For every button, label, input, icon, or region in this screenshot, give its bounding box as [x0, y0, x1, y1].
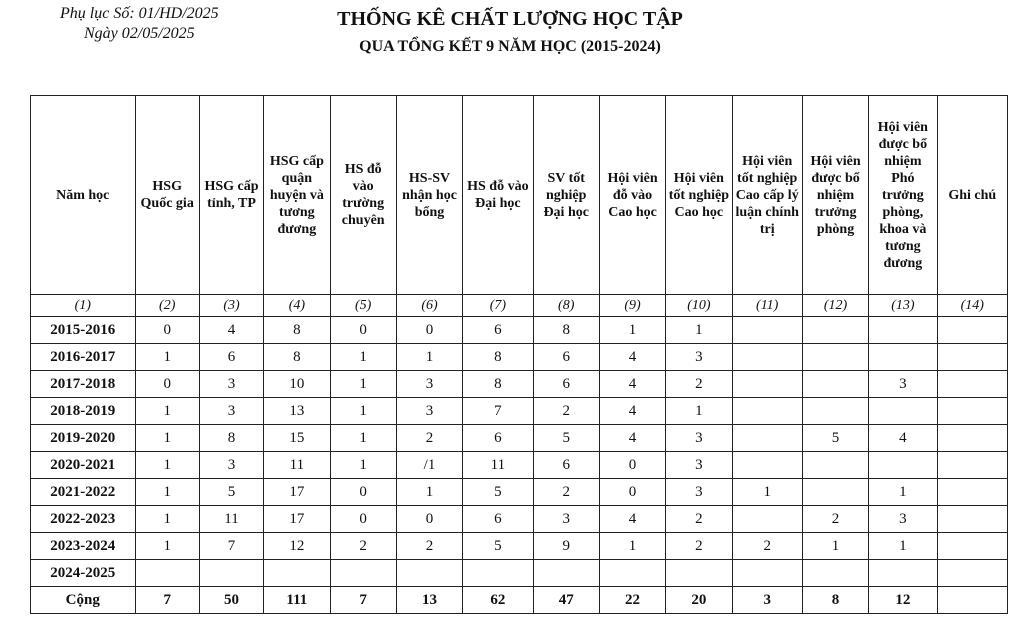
column-number: (6)	[396, 295, 462, 317]
document-subtitle: QUA TỔNG KẾT 9 NĂM HỌC (2015-2024)	[359, 38, 661, 55]
column-number: (12)	[802, 295, 868, 317]
appendix-info	[60, 4, 219, 44]
table-cell: 6	[463, 506, 533, 533]
table-cell	[937, 398, 1007, 425]
table-cell	[732, 371, 802, 398]
table-cell	[732, 398, 802, 425]
header-cell: Hội viên đỗ vào Cao học	[599, 96, 665, 295]
header-cell: Hội viên tốt nghiệp Cao cấp lý luận chính trị	[732, 96, 802, 295]
year-cell: 2020-2021	[31, 452, 136, 479]
column-number: (3)	[199, 295, 263, 317]
table-cell	[330, 560, 396, 587]
table-cell	[802, 371, 868, 398]
table-cell: 3	[199, 371, 263, 398]
table-cell: 5	[463, 479, 533, 506]
table-cell: 0	[330, 479, 396, 506]
header-cell: Ghi chú	[937, 96, 1007, 295]
header-cell: HS đỗ vào Đại học	[463, 96, 533, 295]
table-cell	[732, 317, 802, 344]
table-cell: 3	[666, 452, 732, 479]
table-cell	[732, 506, 802, 533]
header-cell: HS-SV nhận học bổng	[396, 96, 462, 295]
table-cell	[937, 560, 1007, 587]
table-cell: 8	[463, 344, 533, 371]
table-cell	[869, 452, 937, 479]
table-cell: 2	[666, 533, 732, 560]
header-cell: HSG cấp quận huyện và tương đương	[264, 96, 330, 295]
table-cell: 6	[463, 425, 533, 452]
table-cell: 3	[533, 506, 599, 533]
table-cell	[396, 560, 462, 587]
table-cell: 0	[330, 506, 396, 533]
column-number: (8)	[533, 295, 599, 317]
table-cell: 1	[869, 533, 937, 560]
table-cell: 1	[135, 344, 199, 371]
year-cell: 2017-2018	[31, 371, 136, 398]
table-cell: 4	[599, 344, 665, 371]
total-cell: 12	[869, 587, 937, 614]
table-cell: 2	[666, 371, 732, 398]
header-cell: Hội viên được bổ nhiệm trưởng phòng	[802, 96, 868, 295]
header-cell: HS đỗ vào trường chuyên	[330, 96, 396, 295]
table-cell: 1	[330, 425, 396, 452]
total-cell: 111	[264, 587, 330, 614]
table-row	[31, 371, 1008, 398]
table-row	[31, 425, 1008, 452]
table-cell: 3	[666, 425, 732, 452]
table-cell: 15	[264, 425, 330, 452]
table-cell: 4	[869, 425, 937, 452]
total-cell: 13	[396, 587, 462, 614]
table-cell: 4	[599, 506, 665, 533]
table-cell: 1	[396, 479, 462, 506]
table-cell	[937, 344, 1007, 371]
table-cell: 3	[869, 371, 937, 398]
total-cell: 3	[732, 587, 802, 614]
table-cell	[666, 560, 732, 587]
table-cell	[802, 344, 868, 371]
table-cell: 4	[599, 371, 665, 398]
table-cell	[937, 425, 1007, 452]
table-cell: 0	[135, 317, 199, 344]
column-number-row	[31, 295, 1008, 317]
table-cell: 5	[199, 479, 263, 506]
appendix-number: Phụ lục Số: 01/HD/2025	[60, 5, 219, 22]
table-cell: 1	[135, 506, 199, 533]
table-cell: 1	[869, 479, 937, 506]
header-row	[31, 96, 1008, 295]
table-cell: 8	[199, 425, 263, 452]
table-cell: 4	[599, 398, 665, 425]
table-cell: 3	[199, 398, 263, 425]
table-cell: 9	[533, 533, 599, 560]
table-cell: 5	[463, 533, 533, 560]
header-cell: Năm học	[31, 96, 136, 295]
table-cell: 2	[533, 479, 599, 506]
table-cell	[937, 371, 1007, 398]
table-cell	[463, 560, 533, 587]
column-number: (4)	[264, 295, 330, 317]
table-cell: 6	[533, 371, 599, 398]
table-cell	[732, 452, 802, 479]
table-cell: 5	[533, 425, 599, 452]
table-cell	[937, 452, 1007, 479]
header-cell: HSG cấp tỉnh, TP	[199, 96, 263, 295]
year-cell: 2019-2020	[31, 425, 136, 452]
table-cell	[869, 317, 937, 344]
table-row	[31, 533, 1008, 560]
total-cell: 7	[135, 587, 199, 614]
table-cell: 2	[396, 425, 462, 452]
year-cell: 2022-2023	[31, 506, 136, 533]
table-cell: 7	[199, 533, 263, 560]
table-cell: 1	[330, 371, 396, 398]
table-cell: 2	[732, 533, 802, 560]
table-cell: 6	[199, 344, 263, 371]
table-cell: 12	[264, 533, 330, 560]
table-cell: 1	[135, 479, 199, 506]
table-cell	[937, 479, 1007, 506]
table-row	[31, 506, 1008, 533]
document-title: THỐNG KÊ CHẤT LƯỢNG HỌC TẬP	[337, 8, 683, 30]
header-cell: SV tốt nghiệp Đại học	[533, 96, 599, 295]
table-cell	[533, 560, 599, 587]
table-cell	[732, 344, 802, 371]
table-cell: 1	[135, 425, 199, 452]
table-cell: 6	[533, 452, 599, 479]
table-cell: 1	[135, 398, 199, 425]
column-number: (2)	[135, 295, 199, 317]
table-cell: 0	[135, 371, 199, 398]
total-row	[31, 587, 1008, 614]
table-cell: 11	[264, 452, 330, 479]
table-cell: 13	[264, 398, 330, 425]
table-cell	[732, 425, 802, 452]
table-cell: 0	[396, 317, 462, 344]
total-cell: 20	[666, 587, 732, 614]
table-cell: 1	[666, 317, 732, 344]
table-cell: 6	[533, 344, 599, 371]
table-cell	[599, 560, 665, 587]
table-cell: 1	[135, 452, 199, 479]
table-cell	[732, 560, 802, 587]
table-cell: 10	[264, 371, 330, 398]
table-cell	[937, 317, 1007, 344]
table-cell: 0	[599, 479, 665, 506]
year-cell: 2023-2024	[31, 533, 136, 560]
statistics-table	[30, 95, 1008, 614]
table-cell: 2	[802, 506, 868, 533]
total-cell: Cộng	[31, 587, 136, 614]
table-row	[31, 479, 1008, 506]
header-cell: Hội viên được bổ nhiệm Phó trưởng phòng, khoa và tương đương	[869, 96, 937, 295]
table-cell	[802, 452, 868, 479]
table-cell	[135, 560, 199, 587]
table-cell	[869, 398, 937, 425]
year-cell: 2018-2019	[31, 398, 136, 425]
total-cell: 8	[802, 587, 868, 614]
table-row	[31, 317, 1008, 344]
table-cell: 17	[264, 479, 330, 506]
table-cell: 0	[330, 317, 396, 344]
table-cell: 1	[599, 317, 665, 344]
total-cell: 62	[463, 587, 533, 614]
table-row	[31, 344, 1008, 371]
table-cell: 1	[599, 533, 665, 560]
column-number: (14)	[937, 295, 1007, 317]
column-number: (13)	[869, 295, 937, 317]
column-number: (7)	[463, 295, 533, 317]
table-cell	[802, 479, 868, 506]
table-cell: 8	[463, 371, 533, 398]
table-cell: 2	[666, 506, 732, 533]
table-row	[31, 452, 1008, 479]
table-cell: 7	[463, 398, 533, 425]
appendix-date: Ngày 02/05/2025	[83, 25, 195, 42]
year-cell: 2016-2017	[31, 344, 136, 371]
year-cell: 2024-2025	[31, 560, 136, 587]
table-cell: 8	[264, 317, 330, 344]
table-cell: 8	[533, 317, 599, 344]
total-cell: 47	[533, 587, 599, 614]
table-cell	[264, 560, 330, 587]
total-cell: 7	[330, 587, 396, 614]
table-cell: 0	[396, 506, 462, 533]
table-cell: 6	[463, 317, 533, 344]
table-cell: 2	[330, 533, 396, 560]
table-cell: 1	[330, 398, 396, 425]
table-cell: 3	[396, 371, 462, 398]
table-cell: 3	[199, 452, 263, 479]
column-number: (11)	[732, 295, 802, 317]
table-cell: 1	[802, 533, 868, 560]
table-cell: 1	[330, 452, 396, 479]
table-cell: 1	[135, 533, 199, 560]
table-body	[31, 317, 1008, 587]
table-cell: 11	[199, 506, 263, 533]
table-cell: 3	[396, 398, 462, 425]
table-row	[31, 398, 1008, 425]
column-number: (1)	[31, 295, 136, 317]
table-cell: 3	[869, 506, 937, 533]
table-cell: 8	[264, 344, 330, 371]
table-cell	[869, 344, 937, 371]
table-cell: 1	[330, 344, 396, 371]
table-cell	[802, 398, 868, 425]
table-cell	[802, 317, 868, 344]
table-cell: 2	[533, 398, 599, 425]
header-cell: Hội viên tốt nghiệp Cao học	[666, 96, 732, 295]
table-cell: 4	[199, 317, 263, 344]
table-cell: 4	[599, 425, 665, 452]
column-number: (5)	[330, 295, 396, 317]
table-cell: 1	[396, 344, 462, 371]
table-row	[31, 560, 1008, 587]
column-number: (10)	[666, 295, 732, 317]
table-cell: 3	[666, 479, 732, 506]
table-cell	[199, 560, 263, 587]
table-cell	[802, 560, 868, 587]
year-cell: 2015-2016	[31, 317, 136, 344]
table-cell: 0	[599, 452, 665, 479]
table-cell: /1	[396, 452, 462, 479]
table-cell: 1	[732, 479, 802, 506]
table-cell: 17	[264, 506, 330, 533]
total-cell	[937, 587, 1007, 614]
table-cell	[937, 506, 1007, 533]
table-cell: 1	[666, 398, 732, 425]
table-cell: 11	[463, 452, 533, 479]
table-cell	[869, 560, 937, 587]
table-cell: 5	[802, 425, 868, 452]
table-cell: 3	[666, 344, 732, 371]
header-cell: HSG Quốc gia	[135, 96, 199, 295]
column-number: (9)	[599, 295, 665, 317]
year-cell: 2021-2022	[31, 479, 136, 506]
total-cell: 22	[599, 587, 665, 614]
table-cell: 2	[396, 533, 462, 560]
table-cell	[937, 533, 1007, 560]
total-cell: 50	[199, 587, 263, 614]
